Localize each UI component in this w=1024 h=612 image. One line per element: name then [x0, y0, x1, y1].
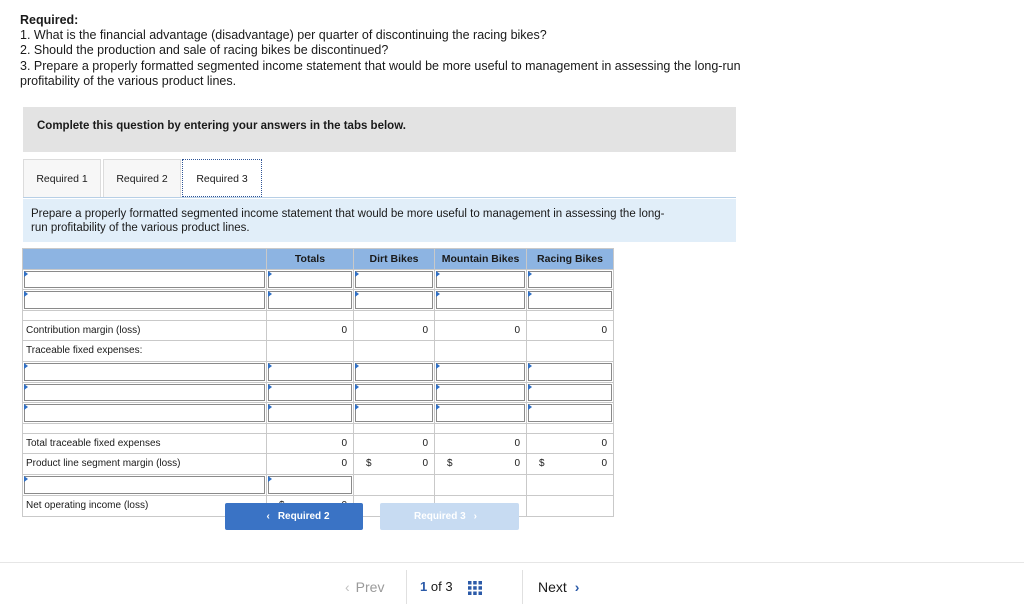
grid-icon[interactable] — [468, 581, 482, 595]
row1-totals-input[interactable] — [268, 271, 352, 289]
sm-mountain: 0 — [514, 458, 520, 470]
chevron-left-icon: ‹ — [266, 511, 270, 522]
income-statement-table — [22, 248, 614, 517]
table-row — [23, 362, 613, 383]
chevron-right-icon: › — [574, 579, 580, 595]
sm-dirt-currency: $ — [366, 458, 372, 470]
next-button[interactable] — [522, 570, 604, 604]
header-racing-bikes: Racing Bikes — [537, 253, 603, 265]
page-indicator[interactable] — [420, 570, 510, 604]
row2-mountain-input[interactable] — [436, 291, 525, 309]
header-mountain-bikes: Mountain Bikes — [435, 249, 527, 269]
row3-label-input[interactable] — [24, 363, 265, 381]
next-required-label: Required 3 — [413, 511, 466, 522]
instruction-line-2: run profitability of the various product lines. — [31, 222, 250, 234]
sm-racing: 0 — [601, 458, 607, 470]
row4-totals-input[interactable] — [268, 384, 352, 402]
sm-totals: 0 — [267, 454, 354, 474]
net-income-label: Net operating income (loss) — [23, 496, 267, 517]
row1-label-input[interactable] — [24, 271, 265, 289]
row2-label-input[interactable] — [24, 291, 265, 309]
requirements — [20, 13, 820, 89]
chevron-left-icon: ‹ — [345, 579, 350, 595]
cm-dirt: 0 — [354, 321, 435, 341]
header-label — [23, 249, 267, 269]
table-row — [23, 383, 613, 404]
segment-margin-label: Product line segment margin (loss) — [23, 454, 267, 474]
row3-mountain-input[interactable] — [436, 363, 525, 381]
required-item-3-cont: profitability of the various product lines. — [20, 73, 237, 88]
table-header-row — [23, 249, 613, 270]
required-item-3: 3. Prepare a properly formatted segmented income statement that would be more useful to management in assessing the long-run — [20, 58, 741, 73]
row2-dirt-input[interactable] — [355, 291, 433, 309]
row2-totals-input[interactable] — [268, 291, 352, 309]
table-row — [23, 270, 613, 291]
contribution-margin-row — [23, 321, 613, 342]
next-label: Next — [538, 579, 567, 595]
row1-mountain-input[interactable] — [436, 271, 525, 289]
row1-racing-input[interactable] — [528, 271, 612, 289]
page-of: of — [430, 579, 442, 594]
row4-mountain-input[interactable] — [436, 384, 525, 402]
tab-required-2[interactable]: Required 2 — [103, 159, 181, 197]
sm-dirt: 0 — [422, 458, 428, 470]
tab-required-1[interactable]: Required 1 — [23, 159, 101, 197]
table-spacer — [23, 311, 613, 321]
required-item-2: 2. Should the production and sale of racing bikes be discontinued? — [20, 43, 389, 58]
prev-required-label: Required 2 — [277, 511, 330, 522]
row5-label-input[interactable] — [24, 404, 265, 422]
required-heading: Required: — [20, 13, 79, 27]
cm-totals: 0 — [267, 321, 354, 341]
banner-text: Complete this question by entering your answers in the tabs below. — [37, 120, 406, 132]
traceable-fixed-label: Traceable fixed expenses: — [23, 341, 267, 361]
table-row — [23, 403, 613, 424]
row4-racing-input[interactable] — [528, 384, 612, 402]
cm-racing: 0 — [601, 324, 607, 336]
row5-racing-input[interactable] — [528, 404, 612, 422]
row6-label-input[interactable] — [24, 476, 265, 494]
total-traceable-row — [23, 434, 613, 455]
row3-dirt-input[interactable] — [355, 363, 433, 381]
prev-button[interactable] — [345, 570, 407, 604]
row4-label-input[interactable] — [24, 384, 265, 402]
prev-label: Prev — [355, 579, 385, 595]
chevron-right-icon: › — [473, 511, 478, 522]
ttf-racing: 0 — [601, 437, 607, 449]
tab-required-3[interactable]: Required 3 — [182, 159, 262, 197]
table-row — [23, 475, 613, 496]
header-totals: Totals — [267, 249, 354, 269]
instruction-line-1: Prepare a properly formatted segmented income statement that would be more useful to management in assessing the long- — [31, 208, 665, 220]
sm-mountain-currency: $ — [447, 458, 453, 470]
ttf-totals: 0 — [267, 434, 354, 454]
contribution-margin-label: Contribution margin (loss) — [23, 321, 267, 341]
row5-totals-input[interactable] — [268, 404, 352, 422]
row6-totals-input[interactable] — [268, 476, 352, 494]
row5-dirt-input[interactable] — [355, 404, 433, 422]
row4-dirt-input[interactable] — [355, 384, 433, 402]
tab-divider — [23, 197, 736, 198]
row1-dirt-input[interactable] — [355, 271, 433, 289]
row3-totals-input[interactable] — [268, 363, 352, 381]
total-traceable-label: Total traceable fixed expenses — [23, 434, 267, 454]
next-required-button[interactable] — [380, 503, 519, 530]
row2-racing-input[interactable] — [528, 291, 612, 309]
instruction-banner — [23, 107, 736, 152]
sm-racing-currency: $ — [539, 458, 545, 470]
segment-margin-row — [23, 454, 613, 475]
page-total: 3 — [445, 579, 453, 594]
header-dirt-bikes: Dirt Bikes — [354, 249, 435, 269]
footer-divider — [0, 562, 1024, 563]
prev-required-button[interactable] — [225, 503, 363, 530]
traceable-label-row — [23, 341, 613, 362]
table-row — [23, 290, 613, 311]
row3-racing-input[interactable] — [528, 363, 612, 381]
ttf-mountain: 0 — [435, 434, 527, 454]
row5-mountain-input[interactable] — [436, 404, 525, 422]
page-current: 1 — [420, 579, 428, 594]
tab-instruction — [23, 199, 736, 242]
ttf-dirt: 0 — [354, 434, 435, 454]
cm-mountain: 0 — [435, 321, 527, 341]
required-item-1: 1. What is the financial advantage (disadvantage) per quarter of discontinuing the racing bikes? — [20, 28, 547, 43]
table-spacer — [23, 424, 613, 434]
